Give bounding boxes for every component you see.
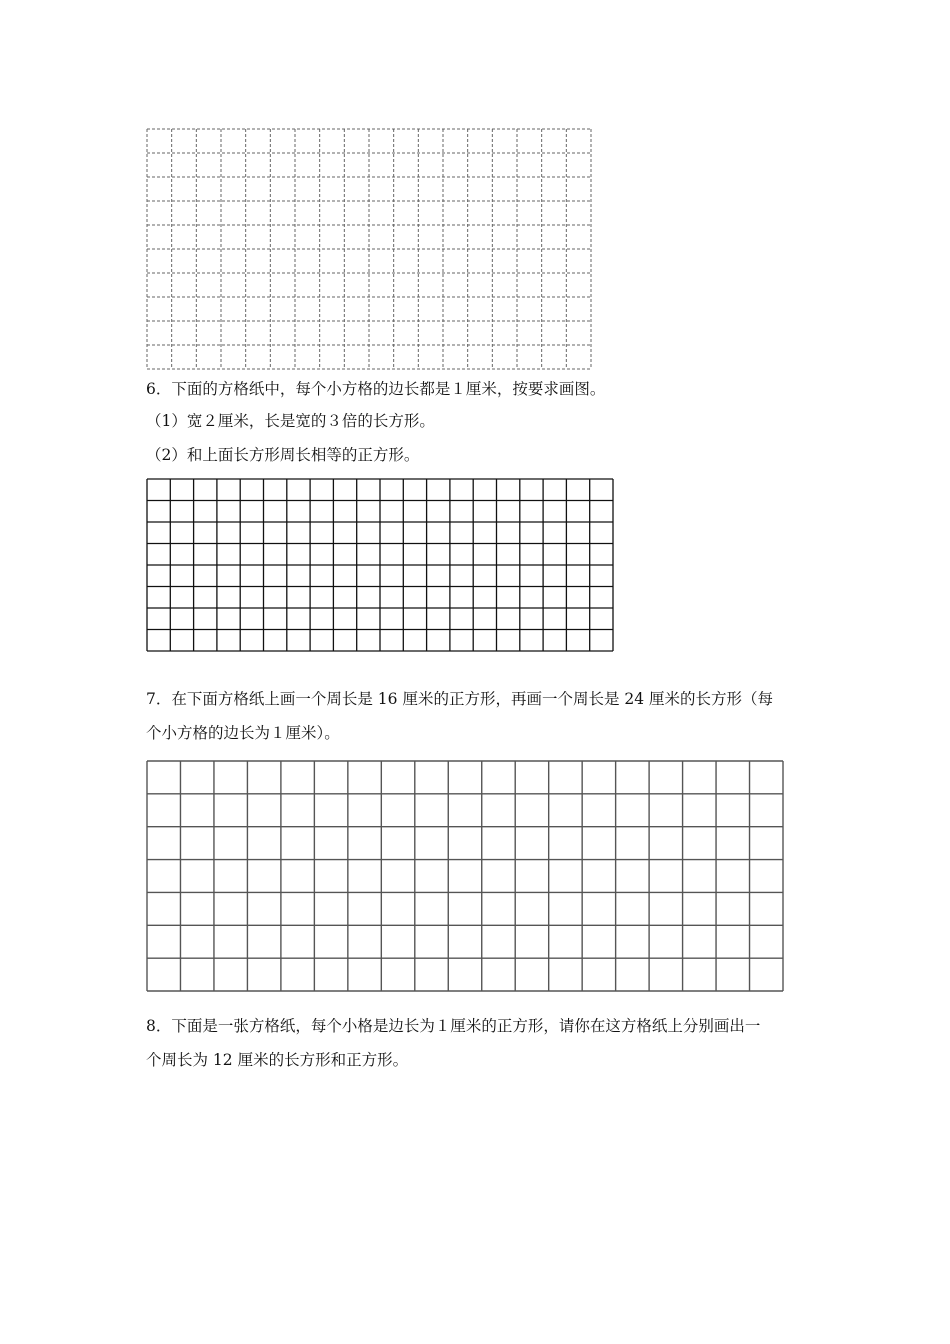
- question-6-part-2: （2）和上面长方形周长相等的正方形。: [146, 446, 420, 464]
- question-8-line-2: 个周长为 12 厘米的长方形和正方形。: [146, 1051, 409, 1069]
- question-7-grid-paper: [146, 760, 784, 992]
- question-7-grid-svg: [146, 760, 784, 992]
- question-7-line-1: 7．在下面方格纸上画一个周长是 16 厘米的正方形，再画一个周长是 24 厘米的长方形（每: [146, 690, 774, 708]
- question-6-title: 6．下面的方格纸中，每个小方格的边长都是１厘米，按要求画图。: [146, 380, 606, 398]
- dashed-grid-paper: [146, 128, 592, 370]
- question-6-part-1: （1）宽２厘米，长是宽的３倍的长方形。: [146, 412, 435, 430]
- dashed-grid-svg: [146, 128, 592, 370]
- question-6-grid-svg: [146, 478, 614, 652]
- question-7-line-2: 个小方格的边长为１厘米）。: [146, 724, 340, 742]
- question-6-grid-paper: [146, 478, 614, 652]
- question-8-line-1: 8．下面是一张方格纸，每个小格是边长为１厘米的正方形，请你在这方格纸上分别画出一: [146, 1017, 761, 1035]
